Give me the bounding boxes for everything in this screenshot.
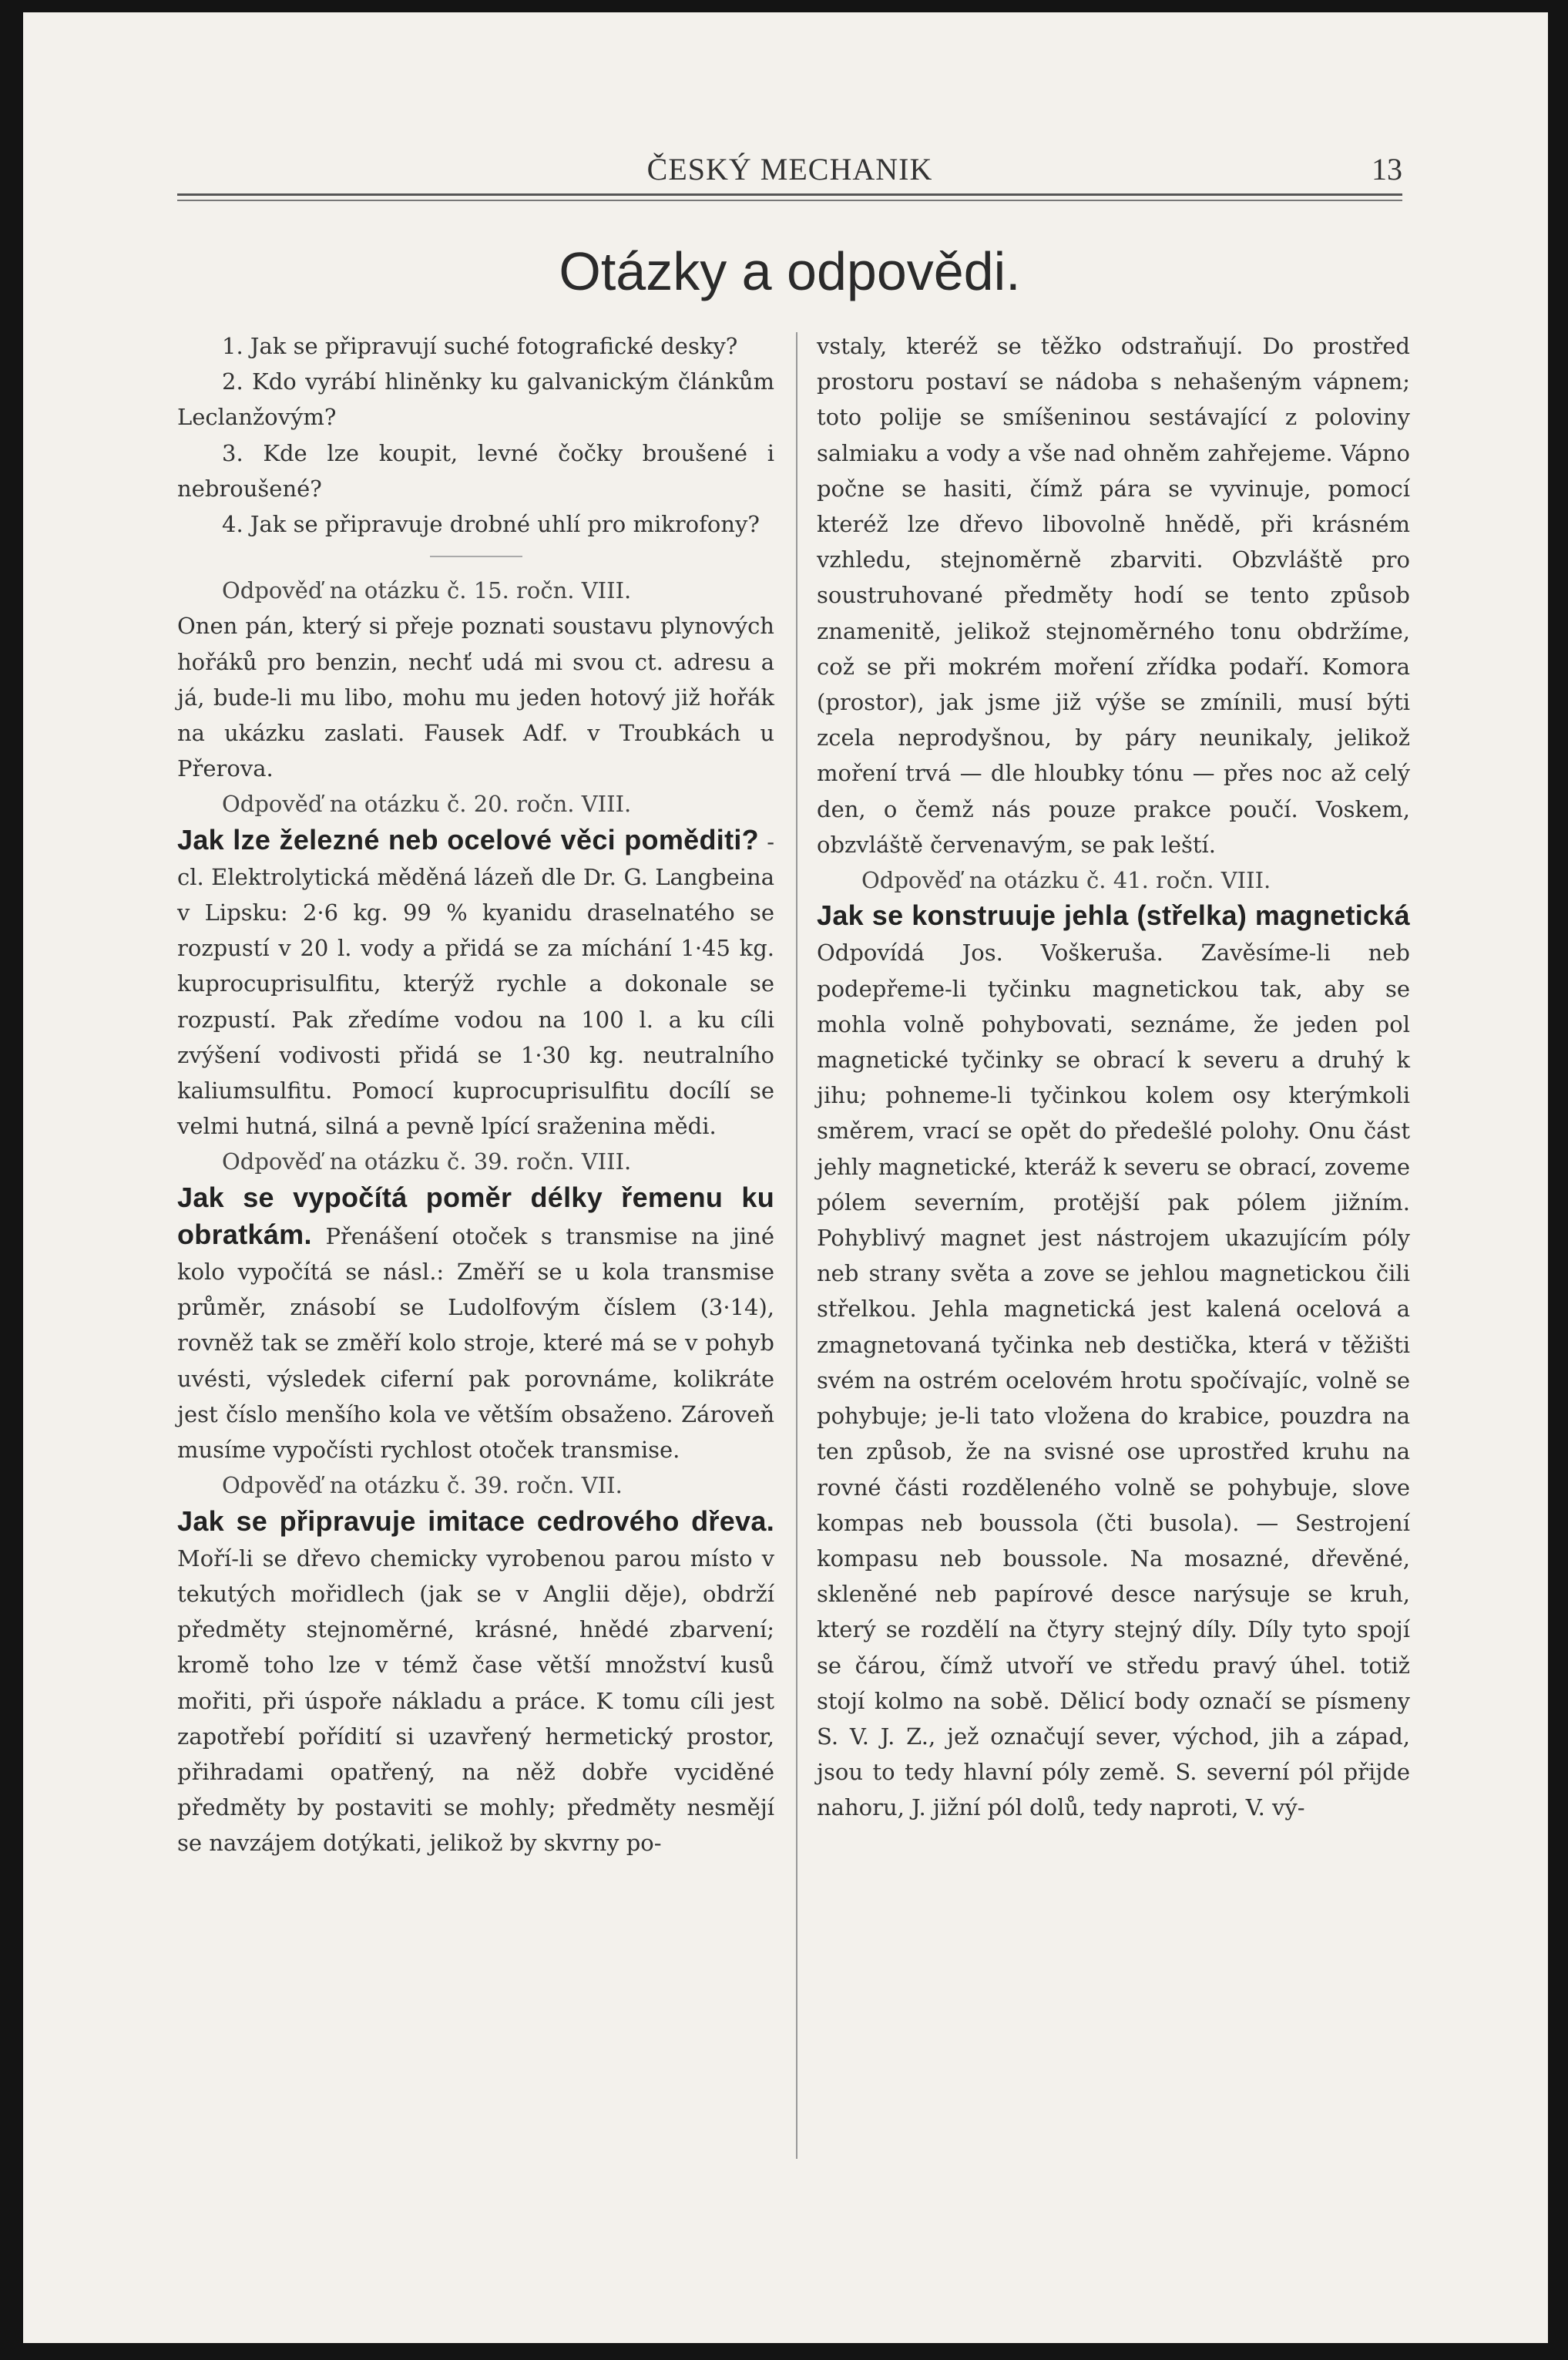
answer-ref-5: Odpověď na otázku č. 41. ročn. VIII.	[861, 867, 1271, 894]
left-column	[177, 328, 774, 1861]
column-divider	[796, 332, 797, 2159]
answer-ref-2: Odpověď na otázku č. 20. ročn. VIII.	[222, 791, 632, 818]
running-header	[177, 143, 1402, 190]
answer-3	[177, 1180, 774, 1468]
answer-ref-1: Odpověď na otázku č. 15. ročn. VIII.	[222, 577, 632, 604]
answer-heading-4: Jak se připravuje imitace cedrového dřeva.	[177, 1504, 774, 1537]
header-rule	[177, 193, 1402, 196]
answer-ref-3: Odpověď na otázku č. 39. ročn. VIII.	[222, 1148, 632, 1175]
answer-heading-3: Jak se vypočítá poměr délky řemenu ku obratkám.	[177, 1181, 774, 1250]
answer-5	[817, 898, 1410, 1825]
right-column	[817, 328, 1410, 1826]
header-rule-thin	[177, 200, 1402, 201]
question-2: 2. Kdo vyrábí hliněnky ku galvanickým článkům Leclanžovým?	[177, 368, 774, 431]
page-number: 13	[1372, 152, 1402, 187]
question-1: 1. Jak se připravují suché fotografické desky?	[222, 333, 738, 359]
answer-text-4: Moří-li se dřevo chemicky vyrobenou parou místo v tekutých mořidlech (jak se v Anglii děje), obdrží předměty stejnoměrné, krásné, hnědé zbarvení; kromě toho lze v témž čase větší množství kusů mořiti, při úspoře nákladu a práce. K tomu cíli jest zapotřebí pořídití si uzavřený hermetický prostor, přihradami opatřený, na něž dobře vyciděné předměty by postaviti se mohly; předměty nesmějí se navzájem dotýkati, jelikož by skvrny po-	[177, 1545, 774, 1857]
answer-heading-5: Jak se konstruuje jehla (střelka) magnetická	[817, 899, 1410, 932]
answer-ref-4: Odpověď na otázku č. 39. ročn. VII.	[222, 1472, 623, 1499]
answer-text-2: -cl. Elektrolytická měděná lázeň dle Dr. G. Langbeina v Lipsku: 2·6 kg. 99 % kyanidu draselnatého se rozpustí v 20 l. vody a přidá se za míchání 1·45 kg. kuprocuprisulfitu, kterýž rychle a dokonale se rozpustí. Pak zředíme vodou na 100 l. a ku cíli zvýšení vodivosti přidá se 1·30 kg. neutralního kaliumsulfitu. Pomocí kuprocuprisulfitu docílí se velmi hutná, silná a pevně lpící sraženina mědi.	[177, 828, 774, 1140]
question-3: 3. Kde lze koupit, levné čočky broušené i nebroušené?	[177, 439, 774, 502]
separator	[430, 556, 522, 557]
answer-text-1: Onen pán, který si přeje poznati soustavu plynových hořáků pro benzin, nechť udá mi svou ct. adresu a já, bude-li mu libo, mohu mu jeden hotový již hořák na ukázku zaslati. Fausek Adf. v Troubkách u Přerova.	[177, 613, 774, 782]
question-4: 4. Jak se připravuje drobné uhlí pro mikrofony?	[222, 511, 760, 538]
running-title: ČESKÝ MECHANIK	[646, 152, 933, 187]
answer-2	[177, 822, 774, 1145]
answer-text-4-continued: vstaly, kteréž se těžko odstraňují. Do prostřed prostoru postaví se nádoba s nehašeným vápnem; toto polije se smíšeninou sestávající z poloviny salmiaku a vody a vše nad ohněm zahřejeme. Vápno počne se hasiti, čímž pára se vyvinuje, pomocí kteréž lze dřevo libovolně hnědě, při krásném vzhledu, stejnoměrně zbarviti. Obzvláště pro soustruhované předměty hodí se tento způsob znamenitě, jelikož stejnoměrného tonu obdržíme, což se při mokrém moření zřídka podaří. Komora (prostor), jak jsme již výše se zmínili, musí býti zcela neprodyšnou, by páry neunikaly, jelikož moření trvá — dle hloubky tónu — přes noc až celý den, o čemž nás pouze prakce poučí. Voskem, obzvláště červenavým, se pak leští.	[817, 333, 1410, 858]
answer-text-5: Odpovídá Jos. Voškeruša. Zavěsíme-li neb podepřeme-li tyčinku magnetickou tak, aby se mohla volně pohybovati, seznáme, že jeden pol magnetické tyčinky se obrací k severu a druhý k jihu; pohneme-li tyčinkou kolem osy kterýmkoli směrem, vrací se opět do předešlé polohy. Onu část jehly magnetické, kteráž k severu se obrací, zoveme pólem severním, protější pak pólem jižním. Pohyblivý magnet jest nástrojem ukazujícím póly neb strany světa a zove se jehlou magnetickou čili střelkou. Jehla magnetická jest kalená ocelová a zmagnetovaná tyčinka neb destička, která v těžišti svém na ostrém ocelovém hrotu spočívajíc, volně se pohybuje; je-li tato vložena do krabice, pouzdra na ten způsob, že na svisné ose uprostřed kruhu na rovné části rozděleného volně se pohybuje, slove kompas neb boussola (čti busola). — Sestrojení kompasu neb boussole. Na mosazné, dřevěné, skleněné neb papírové desce narýsuje se kruh, který se rozdělí na čtyry stejný díly. Díly tyto spojí se čárou, čímž utvoří ve středu pravý úhel. totiž stojí kolmo na sobě. Dělicí body označí se písmeny S. V. J. Z., jež označují sever, východ, jih a západ, jsou to tedy hlavní póly země. S. severní pól přijde nahoru, J. jižní pól dolů, tedy naproti, V. vý-	[817, 940, 1410, 1821]
answer-4	[177, 1504, 774, 1861]
answer-heading-2: Jak lze železné neb ocelové věci poměditi?	[177, 823, 759, 856]
section-title: Otázky a odpovědi.	[559, 241, 1021, 301]
answer-text-3: Přenášení otoček s transmise na jiné kolo vypočítá se násl.: Změří se u kola transmise průměr, znásobí se Ludolfovým číslem (3·14), rovněž tak se změří kolo stroje, které má se v pohyb uvésti, výsledek ciferní pak porovnáme, kolikráte jest číslo menšího kola ve větším obsaženo. Zároveň musíme vypočísti rychlost otoček transmise.	[177, 1222, 775, 1464]
